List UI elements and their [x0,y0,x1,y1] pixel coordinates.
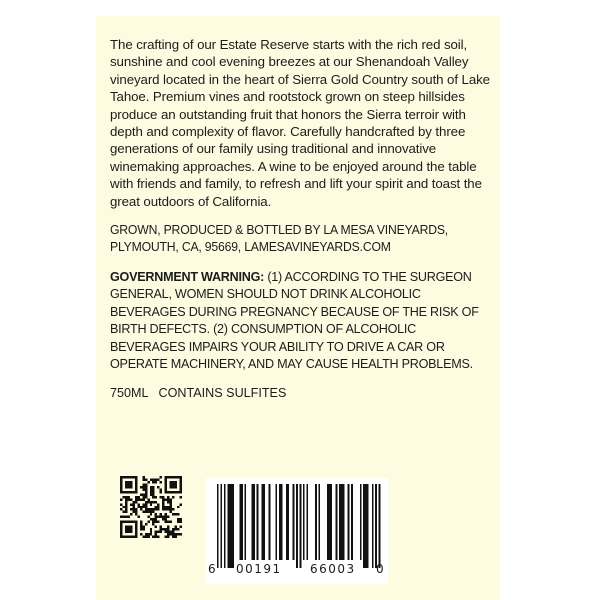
warning-text: (1) ACCORDING TO THE SURGEON GENERAL, WOMEN SHOULD NOT DRINK ALCOHOLIC BEVERAGES DURING PREGNANCY BECAUSE OF THE RISK OF BIRTH DEFECTS. (2) CONSUMPTION OF ALCOHOLIC BEVERAGES IMPAIRS YOUR ABILITY TO DRIVE A CAR OR OPERATE MACHINERY, AND MAY CAUSE HEALTH PROBLEMS. [110,269,479,371]
barcode-bar [251,484,253,560]
barcode-bar [367,484,369,568]
barcode-bar [239,484,241,560]
barcode-bar [331,484,333,560]
barcode-bar [296,484,298,568]
volume-sulfites: 750ML CONTAINS SULFITES [110,386,287,401]
barcode-bar [257,484,259,560]
barcode-bar [379,484,381,568]
barcode-bar [281,484,283,560]
barcode-bar [220,484,222,568]
barcode-bar [372,484,374,568]
barcode-bar [275,484,277,560]
barcode-bar [269,484,271,560]
barcode-bar [262,484,264,560]
barcode-bar [217,484,219,568]
barcode-number-system: 6 [208,562,216,576]
barcode-bar [303,484,305,560]
barcode-bar [227,484,229,568]
barcode-bar [336,484,338,560]
barcode-bar [348,484,350,560]
qr-code-icon [120,476,182,538]
barcode-bar [229,484,231,568]
barcode-bar [360,484,362,560]
upc-barcode [206,478,388,584]
barcode-bar [263,484,265,560]
warning-heading: GOVERNMENT WARNING: [110,269,265,284]
barcode-bar [279,484,281,560]
barcode-bar [329,484,331,560]
barcode-bar [341,484,343,560]
barcode-bar [293,484,295,560]
barcode-bar [306,484,308,560]
barcode-bar [241,484,243,560]
bottler-statement: GROWN, PRODUCED & BOTTLED BY LA MESA VINEYARDS, PLYMOUTH, CA, 95669, LAMESAVINEYARDS.COM [110,223,448,255]
barcode-bar [363,484,365,568]
barcode-bar [327,484,329,560]
estate-reserve-description: The crafting of our Estate Reserve starts with the rich red soil, sunshine and cool evening breezes at our Shenandoah Valley vineyard located in the heart of Sierra Gold Country south of Lake Tahoe. Premium vines and rootstock grown on steep hillsides produce an outstanding fruit that honors the Sierra terroir with depth and complexity of flavor. Carefully handcrafted by three generations of our family using traditional and innovative winemaking approaches. A wine to be enjoyed around the table with friends and family, to refresh and lift your spirit and toast the great outdoors of California. [110,37,490,209]
barcode-right-digits: 66003 [310,562,356,576]
barcode-left-digits: 00191 [236,562,282,576]
barcode-bar [351,484,353,560]
barcode-check-digit: 0 [376,562,384,576]
barcode-bar [375,484,377,568]
government-warning [110,269,490,373]
barcode-bar [253,484,255,560]
barcode-bar [300,484,302,568]
barcode-bar [232,484,234,568]
barcode-bar [231,484,233,568]
barcode-bar [365,484,367,568]
barcode-bar [286,484,288,560]
barcode-bar [318,484,320,560]
barcode-bar [288,484,290,560]
barcode-bar [343,484,345,560]
barcode-bar [245,484,247,560]
barcode-bar [224,484,226,568]
barcode-bar [339,484,341,560]
barcode-bar [315,484,317,560]
